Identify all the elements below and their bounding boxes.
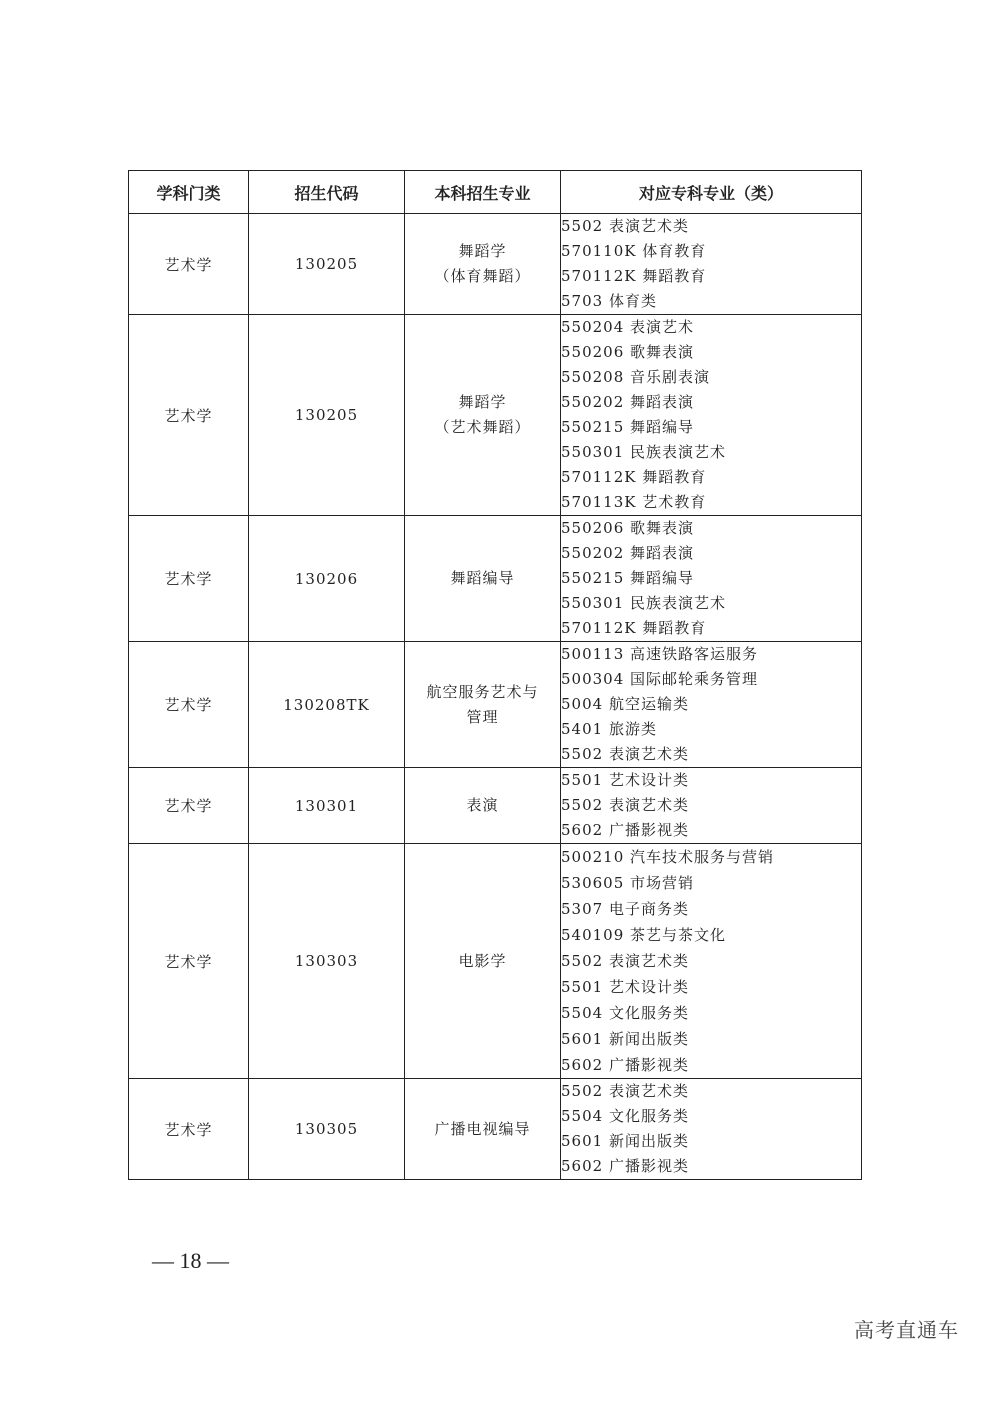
- major-cell: [405, 214, 561, 315]
- major-cell: [405, 844, 561, 1079]
- vocational-major-cell: [561, 214, 862, 315]
- category-cell: 艺术学: [129, 214, 249, 315]
- table-row: [129, 1079, 862, 1180]
- vocational-major-item: 5504 文化服务类: [561, 1004, 689, 1022]
- vocational-major-item: 5502 表演艺术类: [561, 217, 689, 235]
- table-row: [129, 315, 862, 516]
- vocational-major-item: 550206 歌舞表演: [561, 519, 695, 537]
- vocational-major-item: 500210 汽车技术服务与营销: [561, 848, 775, 866]
- vocational-major-item: 5501 艺术设计类: [561, 771, 689, 789]
- vocational-major-item: 530605 市场营销: [561, 874, 695, 892]
- vocational-major-item: 570110K 体育教育: [561, 242, 707, 260]
- category-cell: 艺术学: [129, 516, 249, 642]
- vocational-major-item: 5502 表演艺术类: [561, 952, 689, 970]
- table-row: [129, 844, 862, 1079]
- header-vocational-major: 对应专科专业（类）: [561, 171, 862, 214]
- vocational-major-item: 5504 文化服务类: [561, 1107, 689, 1125]
- major-line: 航空服务艺术与: [426, 682, 539, 701]
- vocational-major-item: 5703 体育类: [561, 292, 657, 310]
- code-cell: 130206: [249, 516, 405, 642]
- vocational-major-cell: [561, 642, 862, 768]
- category-cell: 艺术学: [129, 844, 249, 1079]
- major-line: 电影学: [458, 951, 507, 970]
- vocational-major-item: 5401 旅游类: [561, 720, 657, 738]
- code-cell: 130205: [249, 214, 405, 315]
- major-line: 舞蹈编导: [450, 569, 515, 587]
- vocational-major-item: 5601 新闻出版类: [561, 1030, 689, 1048]
- vocational-major-item: 570113K 艺术教育: [561, 493, 707, 511]
- vocational-major-item: 550301 民族表演艺术: [561, 594, 727, 612]
- major-line: 舞蹈学: [458, 393, 507, 411]
- major-cell: [405, 1079, 561, 1180]
- vocational-major-item: 570112K 舞蹈教育: [561, 267, 707, 285]
- vocational-major-item: 550202 舞蹈表演: [561, 544, 695, 562]
- vocational-major-item: 5502 表演艺术类: [561, 745, 689, 763]
- major-line: 舞蹈学: [458, 242, 507, 260]
- vocational-major-cell: [561, 768, 862, 844]
- table-header-row: [129, 171, 862, 214]
- table-row: [129, 768, 862, 844]
- category-cell: 艺术学: [129, 642, 249, 768]
- major-line: 管理: [466, 707, 499, 726]
- header-major: 本科招生专业: [405, 171, 561, 214]
- category-cell: 艺术学: [129, 315, 249, 516]
- major-line: （体育舞蹈）: [434, 267, 531, 285]
- code-cell: 130205: [249, 315, 405, 516]
- major-cell: [405, 642, 561, 768]
- page-number: — 18 —: [152, 1248, 229, 1273]
- vocational-major-item: 550215 舞蹈编导: [561, 418, 695, 436]
- vocational-major-item: 550202 舞蹈表演: [561, 393, 695, 411]
- watermark: 高考直通车: [854, 1318, 959, 1342]
- major-cell: [405, 315, 561, 516]
- major-cell: [405, 516, 561, 642]
- vocational-major-item: 540109 茶艺与茶文化: [561, 926, 727, 944]
- vocational-major-item: 5602 广播影视类: [561, 821, 689, 839]
- table-row: [129, 214, 862, 315]
- vocational-major-item: 5307 电子商务类: [561, 900, 689, 918]
- category-cell: 艺术学: [129, 768, 249, 844]
- table-row: [129, 642, 862, 768]
- code-cell: 130303: [249, 844, 405, 1079]
- vocational-major-item: 5602 广播影视类: [561, 1157, 689, 1175]
- vocational-major-item: 5502 表演艺术类: [561, 1082, 689, 1100]
- vocational-major-item: 550208 音乐剧表演: [561, 368, 711, 386]
- header-category: 学科门类: [129, 171, 249, 214]
- major-line: 广播电视编导: [434, 1119, 531, 1138]
- header-code: 招生代码: [249, 171, 405, 214]
- major-cell: [405, 768, 561, 844]
- code-cell: 130301: [249, 768, 405, 844]
- major-line: （艺术舞蹈）: [434, 418, 531, 436]
- vocational-major-item: 550206 歌舞表演: [561, 343, 695, 361]
- vocational-major-item: 500304 国际邮轮乘务管理: [561, 670, 759, 688]
- vocational-major-cell: [561, 315, 862, 516]
- vocational-major-item: 550204 表演艺术: [561, 318, 695, 336]
- vocational-major-cell: [561, 516, 862, 642]
- vocational-major-item: 5601 新闻出版类: [561, 1132, 689, 1150]
- table-row: [129, 516, 862, 642]
- vocational-major-item: 5602 广播影视类: [561, 1056, 689, 1074]
- code-cell: 130208TK: [249, 642, 405, 768]
- vocational-major-item: 5004 航空运输类: [561, 695, 689, 713]
- vocational-major-item: 570112K 舞蹈教育: [561, 619, 707, 637]
- vocational-major-item: 550215 舞蹈编导: [561, 569, 695, 587]
- vocational-major-item: 5501 艺术设计类: [561, 978, 689, 996]
- vocational-major-item: 570112K 舞蹈教育: [561, 468, 707, 486]
- major-line: 表演: [466, 796, 499, 814]
- code-cell: 130305: [249, 1079, 405, 1180]
- category-cell: 艺术学: [129, 1079, 249, 1180]
- vocational-major-cell: [561, 844, 862, 1079]
- vocational-major-item: 500113 高速铁路客运服务: [561, 645, 759, 663]
- vocational-major-cell: [561, 1079, 862, 1180]
- vocational-major-item: 550301 民族表演艺术: [561, 443, 727, 461]
- major-mapping-table: [128, 170, 862, 1180]
- vocational-major-item: 5502 表演艺术类: [561, 796, 689, 814]
